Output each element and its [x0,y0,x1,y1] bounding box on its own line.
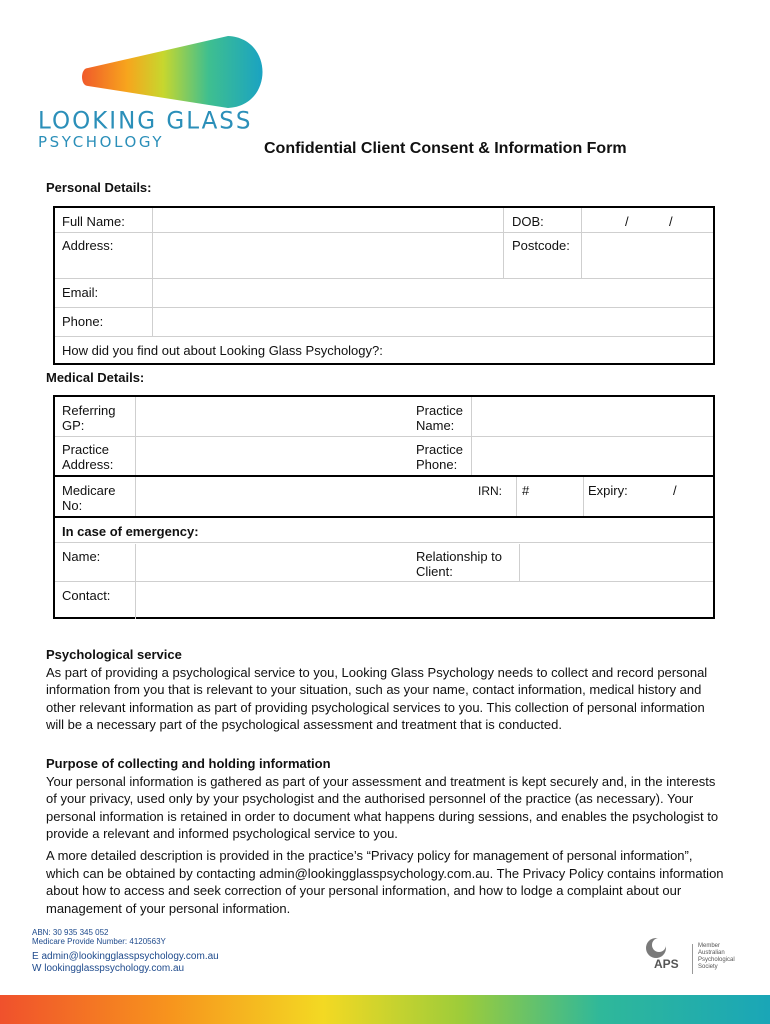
expiry-separator: / [673,483,677,498]
medical-details-table [53,395,715,619]
psychological-service-heading: Psychological service [46,647,182,662]
practice-address-label: Practice Address: [62,442,114,472]
dob-label: DOB: [512,214,544,229]
postcode-field[interactable] [583,234,711,276]
practice-address-field[interactable] [137,438,413,473]
logo-text-psychology: PSYCHOLOGY [38,133,165,151]
referral-source-label: How did you find out about Looking Glass Psychology?: [62,343,383,358]
email-field[interactable] [154,280,710,305]
address-field[interactable] [154,234,500,276]
aps-member-text: Member Australian Psychological Society [698,943,735,970]
psychological-service-text: As part of providing a psychological service to you, Looking Glass Psychology needs to collect and record personal information from you that is relevant to your situation, such as your name, contact information, medical history and other relevant information as part of providing psychological services to you. This collection of personal information will be a necessary part of the psychological assessment and treatment that is conducted. [46,664,708,732]
phone-label: Phone: [62,314,104,329]
personal-details-table [53,206,715,365]
expiry-label: Expiry: [588,483,628,498]
emergency-name-label: Name: [62,549,101,564]
medicare-number-label: Medicare No: [62,483,116,513]
collecting-info-section [46,755,726,843]
form-title: Confidential Client Consent & Information Form [264,140,627,157]
relationship-label: Relationship to Client: [416,549,502,579]
footer-gradient-bar [0,995,770,1024]
irn-hash: # [522,483,530,498]
practice-name-label: Practice Name: [416,403,463,433]
emergency-heading: In case of emergency: [62,524,199,539]
footer-web[interactable]: W lookingglasspsychology.com.au [32,963,185,974]
expiry-field[interactable] [645,479,711,514]
footer-abn: ABN: 30 935 345 052 [32,928,109,937]
postcode-label: Postcode: [512,238,570,253]
relationship-field[interactable] [521,546,711,579]
medical-details-heading: Medical Details: [46,370,145,385]
footer-email[interactable]: E admin@lookingglasspsychology.com.au [32,951,219,962]
full-name-field[interactable] [154,210,500,231]
irn-field[interactable] [522,483,529,498]
dob-field[interactable] [583,210,711,231]
address-label: Address: [62,238,114,253]
aps-abbreviation: APS [654,957,679,971]
dob-separator: / [669,214,673,229]
practice-phone-field[interactable] [473,438,711,473]
medicare-number-field[interactable] [137,479,477,514]
email-label: Email: [62,285,99,300]
logo-text-looking-glass: LOOKING GLASS [38,107,253,135]
practice-phone-label: Practice Phone: [416,442,463,472]
referring-gp-label: Referring GP: [62,403,116,433]
emergency-name-field[interactable] [137,546,413,579]
collecting-info-heading: Purpose of collecting and holding information [46,756,331,771]
emergency-contact-field[interactable] [137,583,711,617]
privacy-policy-text: A more detailed description is provided in the practice’s “Privacy policy for management of personal information”, which can be obtained by contacting admin@lookingglasspsychology.com.au. The Privacy Policy contains information about how to access and seek correction of your personal information, and how to lodge a complaint about our management of your personal information. [46,848,724,916]
logo-beam-graphic [78,34,278,114]
referring-gp-field[interactable] [137,399,413,434]
practice-name-field[interactable] [473,399,711,434]
full-name-label: Full Name: [62,214,125,229]
irn-label: IRN: [478,484,502,498]
collecting-info-text: Your personal information is gathered as part of your assessment and treatment is kept securely and, in the interests of your privacy, used only by your psychologist and the authorised personnel of the practice (as necessary). Your personal information is retained in order to document what happens during sessions, and enables the psychologist to provide a relevant and informed psychological service to you. [46,773,719,841]
psychological-service-section [46,646,726,734]
personal-details-heading: Personal Details: [46,180,152,195]
dob-separator: / [625,214,629,229]
footer-medicare-provider: Medicare Provide Number: 4120563Y [32,937,166,946]
emergency-contact-label: Contact: [62,588,111,603]
phone-field[interactable] [154,309,710,334]
